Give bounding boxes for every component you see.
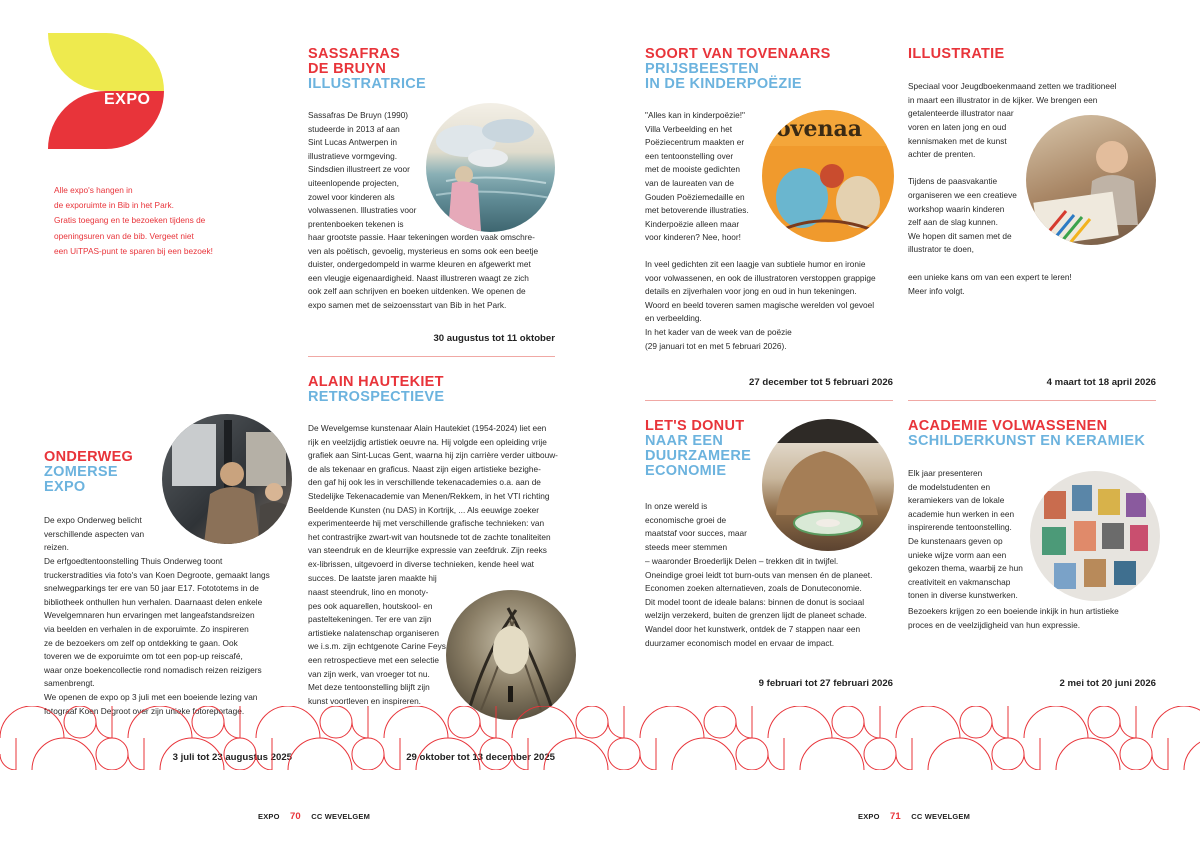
pattern-arc bbox=[320, 738, 352, 770]
page-number: 70 bbox=[289, 811, 301, 822]
pattern-arc bbox=[64, 706, 96, 738]
donut-title: LET'S DONUT bbox=[645, 418, 745, 434]
pattern-arc bbox=[160, 706, 192, 738]
pattern-arc bbox=[1024, 706, 1056, 738]
footer-section: EXPO bbox=[858, 812, 880, 821]
pattern-arc bbox=[32, 706, 64, 738]
pattern-arc bbox=[992, 738, 1024, 770]
pattern-arc bbox=[672, 706, 704, 738]
pattern-arc bbox=[512, 706, 544, 738]
pattern-arc bbox=[672, 738, 704, 770]
donut-subtitle-line2: DUURZAMERE bbox=[645, 448, 752, 464]
pattern-arc bbox=[896, 706, 928, 738]
footer-section: EXPO bbox=[258, 812, 280, 821]
pattern-arc bbox=[1088, 738, 1120, 770]
decorative-pattern-band bbox=[0, 706, 1200, 770]
sassafras-title-line2: DE BRUYN bbox=[308, 61, 387, 77]
pattern-arc bbox=[128, 738, 144, 770]
pattern-arc bbox=[896, 738, 912, 770]
pattern-arc bbox=[384, 738, 400, 770]
sassafras-date: 30 augustus tot 11 oktober bbox=[433, 333, 555, 344]
pattern-arc bbox=[800, 706, 832, 738]
pattern-arc bbox=[704, 706, 736, 738]
pattern-arc bbox=[256, 738, 272, 770]
sassafras-illustration bbox=[426, 103, 555, 232]
pattern-arc bbox=[608, 706, 624, 738]
pattern-arc bbox=[192, 738, 224, 770]
illustratie-date: 4 maart tot 18 april 2026 bbox=[1046, 377, 1156, 388]
separator bbox=[908, 400, 1156, 401]
onderweg-date: 3 juli tot 23 augustus 2025 bbox=[172, 752, 292, 763]
alain-subtitle: RETROSPECTIEVE bbox=[308, 389, 445, 405]
pattern-arc bbox=[992, 706, 1008, 738]
pattern-arc bbox=[512, 738, 528, 770]
pattern-arc bbox=[416, 706, 448, 738]
tovenaars-title: SOORT VAN TOVENAARS bbox=[645, 46, 831, 62]
donut-body-wide: – waaronder Broederlijk Delen – trekken dit in twijfel. Oneindige groei leidt tot burn-outs van mensen én de planeet. Economen zoeken alternatieven, zoals de Donuteconomie. Dit model toont de ideale balans: binnen de donut is sociaal welzijn verzekerd, buiten de grenzen lijdt de planeet schade. Wandel door het kunstwerk, ontdek de 7 stappen naar een duurzamer economisch model en ervaar de impact. bbox=[645, 556, 873, 648]
academie-subtitle: SCHILDERKUNST EN KERAMIEK bbox=[908, 433, 1146, 449]
sassafras-body-wide: haar grootste passie. Haar tekeningen worden vaak omschre- ven als poëtisch, gevoelig, mysterieus en soms ook een beetje duister, ondergedompeld in warme kleuren en afgewerkt met een vleugje eigenaardigheid. Naast illustreren waagt ze zich ook zelf aan schrijven en boeken uitdenken. We openen de expo samen met de seizoensstart van Bib in het Park. bbox=[308, 232, 539, 310]
pattern-arc bbox=[1152, 738, 1168, 770]
pattern-arc bbox=[288, 738, 320, 770]
pattern-arc bbox=[1184, 738, 1200, 770]
tovenaars-subtitle-line1: PRIJSBEESTEN bbox=[645, 61, 759, 77]
pattern-arc bbox=[928, 738, 960, 770]
pattern-arc bbox=[832, 738, 864, 770]
separator bbox=[645, 400, 893, 401]
tovenaars-subtitle-line2: IN DE KINDERPOËZIE bbox=[645, 76, 802, 92]
alain-date: 29 oktober tot 13 december 2025 bbox=[406, 752, 555, 763]
onderweg-body-wide: De erfgoedtentoonstelling Thuis Onderweg toont truckerstradities via foto's van Koen Degroote, gemaakt langs snelwegparkings ter ere van 50 jaar E17. Fotototems in de bibliotheek onthullen hun verhalen. Daarnaast delen enkele Wevelgemnaren hun ervaringen met langeafstandsreizen via beelden en verhalen in de exporuimte. Zo inspireren ze de bezoekers om zelf op ontdekking te gaan. Ook toveren we de exporuimte om tot een pop-up reiscafé, waar onze boekencollectie rond nomadisch reizen reizigers samenbrengt. We openen de expo op 3 juli met een boeiende lezing van fotograaf Koen Degroot over zijn unieke fotoreportage. bbox=[44, 556, 270, 716]
academie-photo bbox=[1030, 471, 1160, 601]
expo-logo-text: EXPO bbox=[104, 91, 151, 108]
footer-org: CC WEVELGEM bbox=[911, 812, 971, 821]
pattern-arc bbox=[1024, 738, 1040, 770]
expo-logo bbox=[48, 33, 166, 149]
donut-subtitle-line3: ECONOMIE bbox=[645, 463, 727, 479]
donut-body-narrow: In onze wereld is economische groei de maatstaf voor succes, maar steeds meer stemmen bbox=[645, 501, 747, 552]
pattern-arc bbox=[0, 706, 32, 738]
pattern-arc bbox=[960, 706, 992, 738]
pattern-arc bbox=[736, 706, 752, 738]
pattern-arc bbox=[1056, 738, 1088, 770]
tovenaars-date: 27 december tot 5 februari 2026 bbox=[749, 377, 893, 388]
pattern-arc bbox=[1184, 706, 1200, 738]
pattern-arc bbox=[736, 738, 768, 770]
alain-title: ALAIN HAUTEKIET bbox=[308, 374, 444, 390]
page-number: 71 bbox=[889, 811, 901, 822]
pattern-arc bbox=[640, 706, 672, 738]
pattern-arc bbox=[768, 738, 784, 770]
pattern-arc bbox=[288, 706, 320, 738]
tovenaars-body-narrow: "Alles kan in kinderpoëzie!" Villa Verbeelding en het Poëziecentrum maakten er een tentoonstelling over met de mooiste gedichten van de laureaten van de Gouden Poëziemedaille en met betoverende illustraties. Kinderpoëzie alleen maar voor kinderen? Nee, hoor! bbox=[645, 110, 749, 243]
pattern-arc bbox=[1120, 738, 1152, 770]
pattern-arc bbox=[352, 738, 384, 770]
academie-date: 2 mei tot 20 juni 2026 bbox=[1059, 678, 1156, 689]
onderweg-subtitle-line1: ZOMERSE bbox=[44, 464, 118, 480]
illustratie-title: ILLUSTRATIE bbox=[908, 46, 1005, 62]
alain-body-wide: De Wevelgemse kunstenaar Alain Hautekiet (1954-2024) liet een rijk en veelzijdig artistiek oeuvre na. Hij volgde een opleiding vrije grafiek aan Sint-Lucas Gent, waarna hij zijn carrière verder uitbouw- de als tekenaar en graficus. Naast zijn eigen artistieke bezighe- den gaf hij ook les in verschillende tekenacademies o.a. aan de Stedelijke Tekenacademie van Menen/Rekkem, in het VTI richting Beeldende Kunsten (nu DAS) in Kortrijk, ... Als eeuwige zoeker experimenteerde hij met verschillende grafische technieken: van het contrastrijke zwart-wit van houtsnede tot de zachte tonaliteiten van steendruk en de kleurrijke expressie van zeefdruk. Zijn reeks ex-librissen, uitgevoerd in diverse technieken, kende heel wat succes. De laatste jaren maakte hij bbox=[308, 423, 558, 583]
onderweg-photo bbox=[162, 414, 292, 544]
sassafras-title-line1: SASSAFRAS bbox=[308, 46, 401, 62]
illustratie-body-top: Speciaal voor Jeugdboekenmaand zetten we traditioneel in maart een illustrator in de kijker. We brengen een getalenteerde illustrator naar bbox=[908, 81, 1117, 119]
pattern-arc bbox=[352, 706, 368, 738]
pattern-arc bbox=[544, 706, 576, 738]
pattern-arc bbox=[1120, 706, 1136, 738]
pattern-arc bbox=[832, 706, 864, 738]
pattern-arc bbox=[320, 706, 352, 738]
pattern-arc bbox=[704, 738, 736, 770]
pattern-arc bbox=[864, 738, 896, 770]
footer-left bbox=[258, 811, 370, 822]
sassafras-subtitle: ILLUSTRATRICE bbox=[308, 76, 427, 92]
pattern-arc bbox=[1056, 706, 1088, 738]
separator bbox=[308, 356, 555, 357]
sassafras-body-narrow: Sassafras De Bruyn (1990) studeerde in 2013 af aan Sint Lucas Antwerpen in illustratieve vormgeving. Sindsdien illustreert ze voor uiteenlopende projecten, zowel voor kinderen als volwassenen. Illustraties voor prentenboeken tekenen is bbox=[308, 110, 417, 229]
onderweg-subtitle-line2: EXPO bbox=[44, 479, 86, 495]
pattern-arc bbox=[960, 738, 992, 770]
pattern-arc bbox=[128, 706, 160, 738]
tovenaars-cover-text: ovenaa bbox=[776, 116, 862, 142]
footer-right bbox=[858, 811, 970, 822]
pattern-arc bbox=[576, 738, 608, 770]
pattern-arc bbox=[768, 706, 800, 738]
academie-title: ACADEMIE VOLWASSENEN bbox=[908, 418, 1108, 434]
pattern-arc bbox=[224, 706, 240, 738]
pattern-arc bbox=[1088, 706, 1120, 738]
tovenaars-book-cover bbox=[762, 110, 894, 242]
onderweg-title: ONDERWEG bbox=[44, 449, 134, 465]
pattern-arc bbox=[864, 706, 880, 738]
pattern-arc bbox=[480, 706, 496, 738]
pattern-arc bbox=[384, 706, 416, 738]
academie-body-wide: Bezoekers krijgen zo een boeiende inkijk in hun artistieke proces en de veelzijdigheid van hun expressie. bbox=[908, 606, 1119, 630]
illustratie-photo bbox=[1026, 115, 1156, 245]
pattern-arc bbox=[256, 706, 288, 738]
pattern-arc bbox=[480, 738, 512, 770]
pattern-arc bbox=[192, 706, 224, 738]
pattern-arc bbox=[640, 738, 656, 770]
donut-photo bbox=[762, 419, 894, 551]
pattern-arc bbox=[544, 738, 576, 770]
pattern-arc bbox=[160, 738, 192, 770]
pattern-arc bbox=[416, 738, 448, 770]
illustratie-body-narrow: voren en laten jong en oud kennismaken met de kunst achter de prenten. Tijdens de paasvakantie organiseren we een creatieve workshop waarin kinderen zelf aan de slag kunnen. We hopen dit samen met de illustrator te doen, bbox=[908, 122, 1017, 255]
pattern-arc bbox=[64, 738, 96, 770]
donut-subtitle-line1: NAAR EEN bbox=[645, 433, 724, 449]
academie-body-narrow: Elk jaar presenteren de modelstudenten en keramiekers van de lokale academie hun werken in een inspirerende tentoonstelling. De kunstenaars geven op unieke wijze vorm aan een gekozen thema, waarbij ze hun creativiteit en vakmanschap tonen in diverse kunstwerken. bbox=[908, 468, 1023, 601]
pattern-arc bbox=[96, 738, 128, 770]
alain-body-narrow: naast steendruk, lino en monoty- pes ook aquarellen, houtskool- en pasteltekeningen. Ter ere van zijn artistieke nalatenschap organiseren we i.s.m. zijn echtgenote Carine Feys een retrospectieve met een selectie van zijn werk, van vroeger tot nu. Met deze tentoonstelling blijft zijn kunst voortleven en inspireren. bbox=[308, 587, 446, 706]
pattern-arc bbox=[96, 706, 112, 738]
alain-artwork bbox=[446, 590, 576, 720]
pattern-arc bbox=[928, 706, 960, 738]
onderweg-body-narrow: De expo Onderweg belicht verschillende aspecten van reizen. bbox=[44, 515, 145, 553]
pattern-arc bbox=[224, 738, 256, 770]
tovenaars-body-wide: In veel gedichten zit een laagje van subtiele humor en ironie voor volwassenen, en ook de illustratoren verstoppen grappige details en zijverhalen voor jong en oud in hun tekeningen. Woord en beeld toveren samen magische werelden vol gevoel en verbeelding. In het kader van de week van de poëzie (29 januari tot en met 5 februari 2026). bbox=[645, 259, 876, 351]
pattern-arc bbox=[576, 706, 608, 738]
illustratie-body-wide: een unieke kans om van een expert te leren! Meer info volgt. bbox=[908, 272, 1072, 296]
pattern-arc bbox=[1152, 706, 1184, 738]
donut-date: 9 februari tot 27 februari 2026 bbox=[758, 678, 893, 689]
intro-text: Alle expo's hangen in de exporuimte in Bib in het Park. Gratis toegang en te bezoeken tijdens de openingsuren van de bib. Vergeet niet een UiTPAS-punt te sparen bij een bezoek! bbox=[54, 185, 213, 256]
pattern-arc bbox=[448, 706, 480, 738]
pattern-arc bbox=[448, 738, 480, 770]
pattern-arc bbox=[32, 738, 64, 770]
pattern-arc bbox=[608, 738, 640, 770]
pattern-arc bbox=[800, 738, 832, 770]
footer-org: CC WEVELGEM bbox=[311, 812, 371, 821]
pattern-arc bbox=[0, 738, 16, 770]
